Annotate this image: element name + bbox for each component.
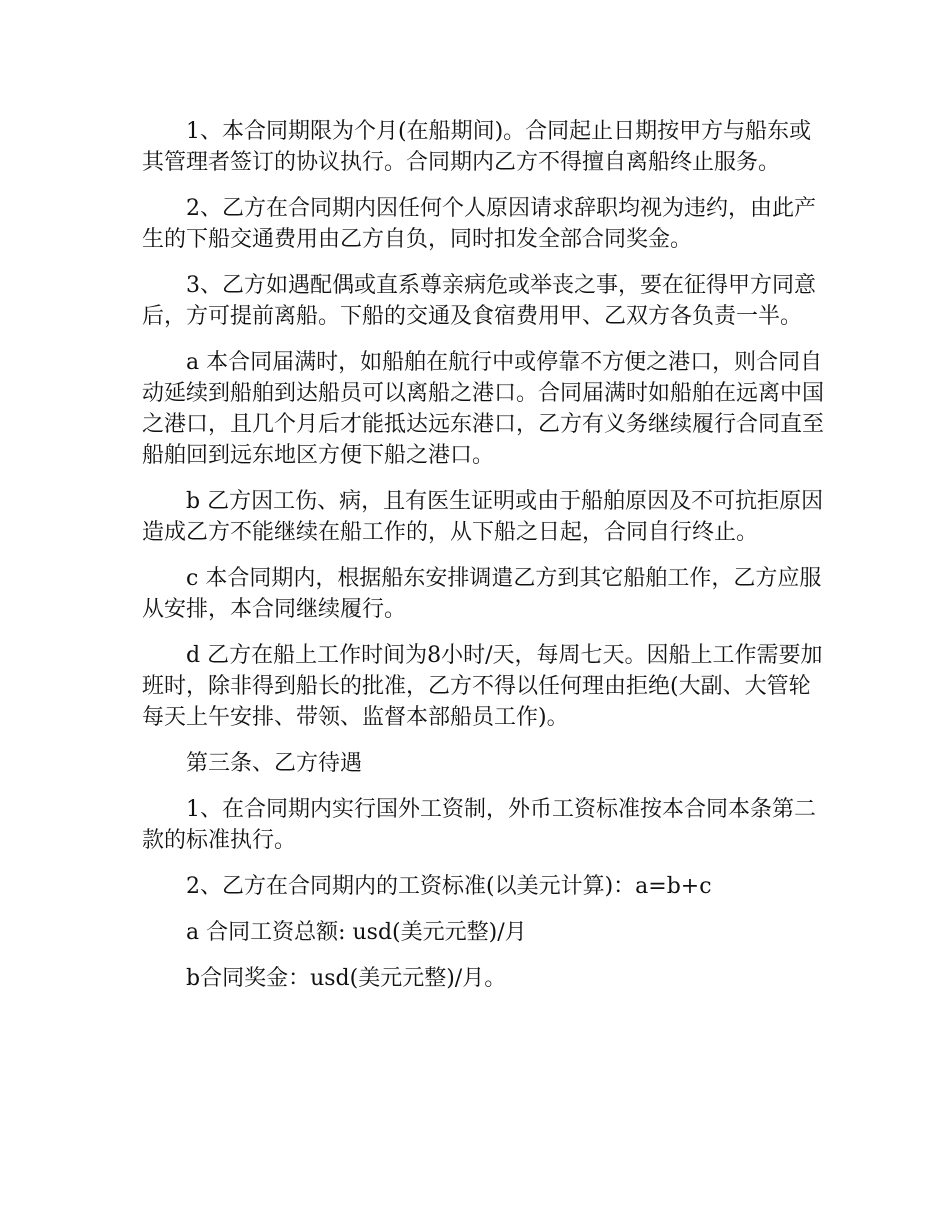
clause-c-reassignment: c 本合同期内，根据船东安排调遣乙方到其它船舶工作，乙方应服从安排，本合同继续履行。 [142,566,822,622]
clause-3-family-emergency: 3、乙方如遇配偶或直系尊亲病危或举丧之事，要在征得甲方同意后，方可提前离船。下船的交通及食宿费用甲、乙双方各负责一半。 [142,273,816,329]
document-page [142,116,832,1009]
section-heading-treatment: 第三条、乙方待遇 [186,751,363,776]
treatment-clause-1-wage-system: 1、在合同期内实行国外工资制，外币工资标准按本合同本条第二款的标准执行。 [142,797,816,853]
wage-item-a-total: a 合同工资总额: usd(美元元整)/月 [186,920,527,945]
clause-2-resignation: 2、乙方在合同期内因任何个人原因请求辞职均视为违约，由此产生的下船交通费用由乙方自负，同时扣发全部合同奖金。 [142,196,816,252]
clause-d-working-hours: d 乙方在船上工作时间为8小时/天，每周七天。因船上工作需要加班时，除非得到船长的批准，乙方不得以任何理由拒绝(大副、大管轮每天上午安排、带领、监督本部船员工作)。 [142,643,823,730]
wage-item-b-bonus: b合同奖金：usd(美元元整)/月。 [186,966,507,991]
clause-b-termination: b 乙方因工伤、病，且有医生证明或由于船舶原因及不可抗拒原因造成乙方不能继续在船工作的，从下船之日起，合同自行终止。 [142,489,824,545]
clause-a-contract-extension: a 本合同届满时，如船舶在航行中或停靠不方便之港口，则合同自动延续到船舶到达船员可以离船之港口。合同届满时如船舶在远离中国之港口，且几个月后才能抵达远东港口，乙方有义务继续履行合同直至船舶回到远东地区方便下船之港口。 [142,350,825,468]
clause-1-contract-term: 1、本合同期限为个月(在船期间)。合同起止日期按甲方与船东或其管理者签订的协议执行。合同期内乙方不得擅自离船终止服务。 [142,119,812,175]
treatment-clause-2-wage-standard: 2、乙方在合同期内的工资标准(以美元计算)：a=b+c [186,874,712,899]
